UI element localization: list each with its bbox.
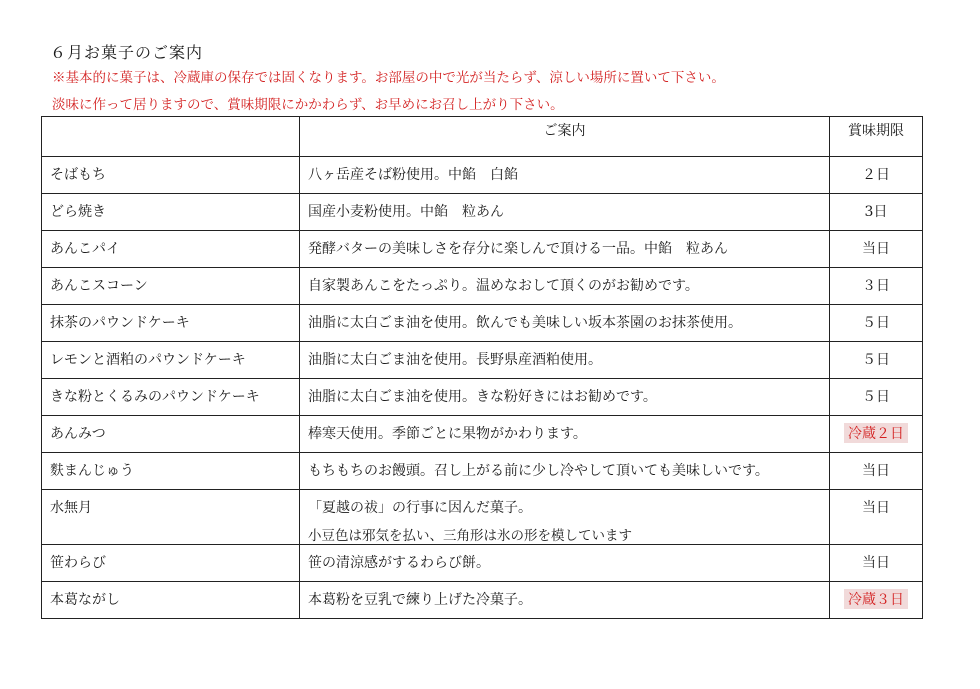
item-description-line2: 小豆色は邪気を払い、三角形は氷の形を模しています [308, 528, 632, 544]
table-row [42, 342, 923, 379]
item-name: あんみつ [42, 416, 300, 453]
item-expiry: 当日 [862, 555, 890, 571]
item-expiry: 当日 [862, 463, 890, 479]
item-description: もちもちのお饅頭。召し上がる前に少し冷やして頂いても美味しいです。 [300, 453, 830, 490]
table-header-row [42, 117, 923, 157]
table-row [42, 305, 923, 342]
item-name: そばもち [42, 157, 300, 194]
item-description: 笹の清涼感がするわらび餅。 [300, 545, 830, 582]
notice-consume-early: 淡味に作って居りますので、賞味期限にかかわらず、お早めにお召し上がり下さい。 [52, 97, 564, 113]
header-expiry: 賞味期限 [830, 117, 923, 157]
table-row [42, 582, 923, 619]
item-name: あんこスコーン [42, 268, 300, 305]
item-name: 本葛ながし [42, 582, 300, 619]
table-row [42, 453, 923, 490]
item-name: あんこパイ [42, 231, 300, 268]
item-name: 抹茶のパウンドケーキ [42, 305, 300, 342]
header-description: ご案内 [300, 117, 830, 157]
table-row [42, 194, 923, 231]
item-name: 笹わらび [42, 545, 300, 582]
item-expiry-refrigerated: 冷蔵３日 [844, 589, 908, 609]
item-name: どら焼き [42, 194, 300, 231]
table-row [42, 545, 923, 582]
table-row [42, 490, 923, 545]
item-expiry: ５日 [862, 315, 890, 331]
sweets-table [41, 116, 923, 619]
item-description: 棒寒天使用。季節ごとに果物がかわります。 [300, 416, 830, 453]
table-row [42, 231, 923, 268]
item-expiry: 当日 [862, 500, 890, 516]
page-title: ６月お菓子のご案内 [50, 43, 204, 62]
item-name: 水無月 [42, 490, 300, 545]
table-row [42, 416, 923, 453]
table-row [42, 268, 923, 305]
item-description: 「夏越の祓」の行事に因んだ菓子。 [308, 500, 532, 516]
item-expiry: ５日 [862, 352, 890, 368]
item-description: 油脂に太白ごま油を使用。長野県産酒粕使用。 [300, 342, 830, 379]
item-expiry: 当日 [862, 241, 890, 257]
item-expiry: ３日 [862, 278, 890, 294]
item-description: 本葛粉を豆乳で練り上げた冷菓子。 [300, 582, 830, 619]
item-expiry: 3日 [864, 204, 888, 220]
item-name: 麩まんじゅう [42, 453, 300, 490]
item-description-cell [300, 490, 830, 545]
header-name [42, 117, 300, 157]
item-name: きな粉とくるみのパウンドケーキ [42, 379, 300, 416]
item-description: 八ヶ岳産そば粉使用。中餡 白餡 [300, 157, 830, 194]
item-name: レモンと酒粕のパウンドケーキ [42, 342, 300, 379]
table-row [42, 157, 923, 194]
table-row [42, 379, 923, 416]
notice-storage: ※基本的に菓子は、冷蔵庫の保存では固くなります。お部屋の中で光が当たらず、涼しい場所に置いて下さい。 [52, 70, 725, 86]
item-expiry: ２日 [862, 167, 890, 183]
item-expiry: ５日 [862, 389, 890, 405]
item-expiry-refrigerated: 冷蔵２日 [844, 423, 908, 443]
item-description: 油脂に太白ごま油を使用。飲んでも美味しい坂本茶園のお抹茶使用。 [300, 305, 830, 342]
item-description: 油脂に太白ごま油を使用。きな粉好きにはお勧めです。 [300, 379, 830, 416]
item-description: 発酵バターの美味しさを存分に楽しんで頂ける一品。中餡 粒あん [300, 231, 830, 268]
item-description: 自家製あんこをたっぷり。温めなおして頂くのがお勧めです。 [300, 268, 830, 305]
item-description: 国産小麦粉使用。中餡 粒あん [300, 194, 830, 231]
